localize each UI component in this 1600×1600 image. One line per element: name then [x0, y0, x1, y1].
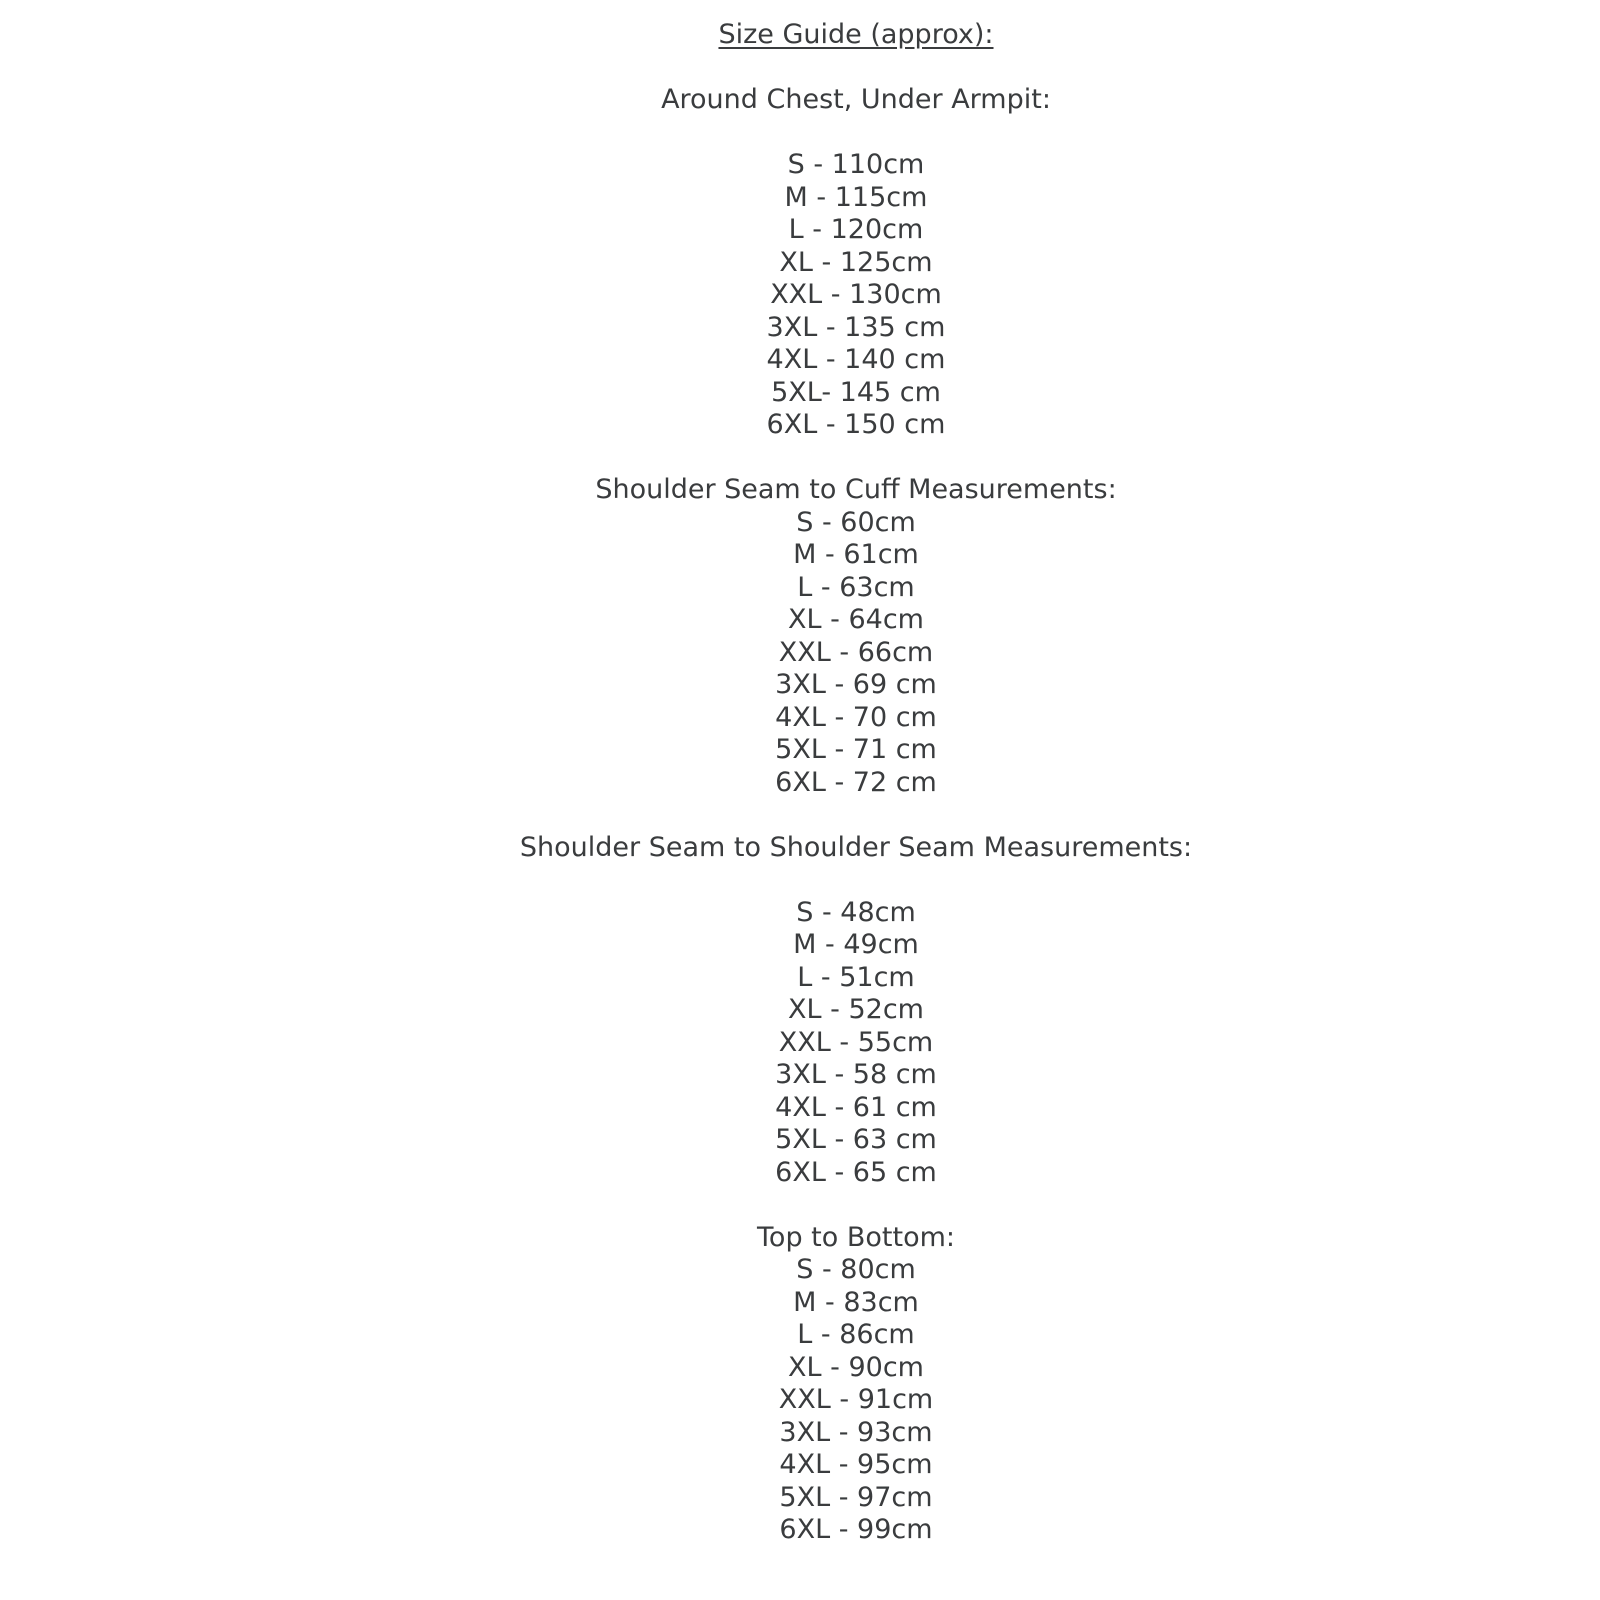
size-row: 3XL - 69 cm — [775, 669, 937, 700]
size-row: 3XL - 135 cm — [766, 311, 946, 343]
blank-line — [112, 52, 1600, 85]
size-row: 3XL - 58 cm — [775, 1059, 937, 1090]
size-row: 5XL- 145 cm — [771, 376, 941, 408]
size-row: 3XL - 93cm — [779, 1416, 933, 1448]
section-heading: Around Chest, Under Armpit: — [661, 84, 1051, 115]
size-row: 4XL - 70 cm — [775, 701, 937, 733]
size-row: XL - 125cm — [779, 246, 933, 278]
blank-line — [112, 1189, 1600, 1222]
size-row: 6XL - 99cm — [779, 1514, 933, 1545]
size-guide-sections — [112, 52, 1600, 1547]
size-row: XXL - 66cm — [778, 636, 934, 668]
size-row: 5XL - 97cm — [779, 1481, 933, 1513]
size-row: 5XL - 63 cm — [775, 1124, 937, 1155]
blank-line — [112, 864, 1600, 897]
blank-line — [112, 442, 1600, 475]
size-row: M - 115cm — [784, 181, 928, 213]
blank-line — [112, 117, 1600, 150]
size-row: M - 61cm — [793, 539, 919, 570]
size-row: 4XL - 95cm — [779, 1449, 933, 1480]
page-title: Size Guide (approx): — [718, 19, 994, 50]
size-row: L - 86cm — [797, 1319, 915, 1350]
size-row: XXL - 130cm — [770, 279, 942, 310]
size-row: L - 120cm — [788, 214, 924, 245]
size-row: XL - 64cm — [788, 604, 924, 635]
size-row: M - 83cm — [793, 1286, 919, 1318]
section-heading: Shoulder Seam to Shoulder Seam Measurements: — [519, 831, 1193, 863]
size-row: 4XL - 140 cm — [766, 344, 946, 375]
size-row: L - 51cm — [797, 961, 915, 993]
size-row: XL - 52cm — [788, 994, 924, 1025]
blank-line — [112, 799, 1600, 832]
size-row: XL - 90cm — [788, 1351, 924, 1383]
size-row: S - 48cm — [796, 896, 916, 928]
size-row: S - 80cm — [796, 1254, 916, 1285]
size-row: 5XL - 71 cm — [775, 734, 937, 765]
size-row: 4XL - 61 cm — [775, 1091, 937, 1123]
size-row: XXL - 91cm — [778, 1384, 934, 1415]
size-row: L - 63cm — [797, 571, 915, 603]
section-heading: Shoulder Seam to Cuff Measurements: — [595, 474, 1117, 505]
size-row: S - 110cm — [787, 149, 925, 180]
size-row: 6XL - 72 cm — [775, 766, 937, 798]
section-heading: Top to Bottom: — [757, 1221, 955, 1253]
size-row: M - 49cm — [793, 929, 919, 960]
size-row: S - 60cm — [796, 506, 916, 538]
size-row: 6XL - 150 cm — [766, 409, 946, 440]
size-row: XXL - 55cm — [778, 1026, 934, 1058]
size-row: 6XL - 65 cm — [775, 1156, 937, 1188]
